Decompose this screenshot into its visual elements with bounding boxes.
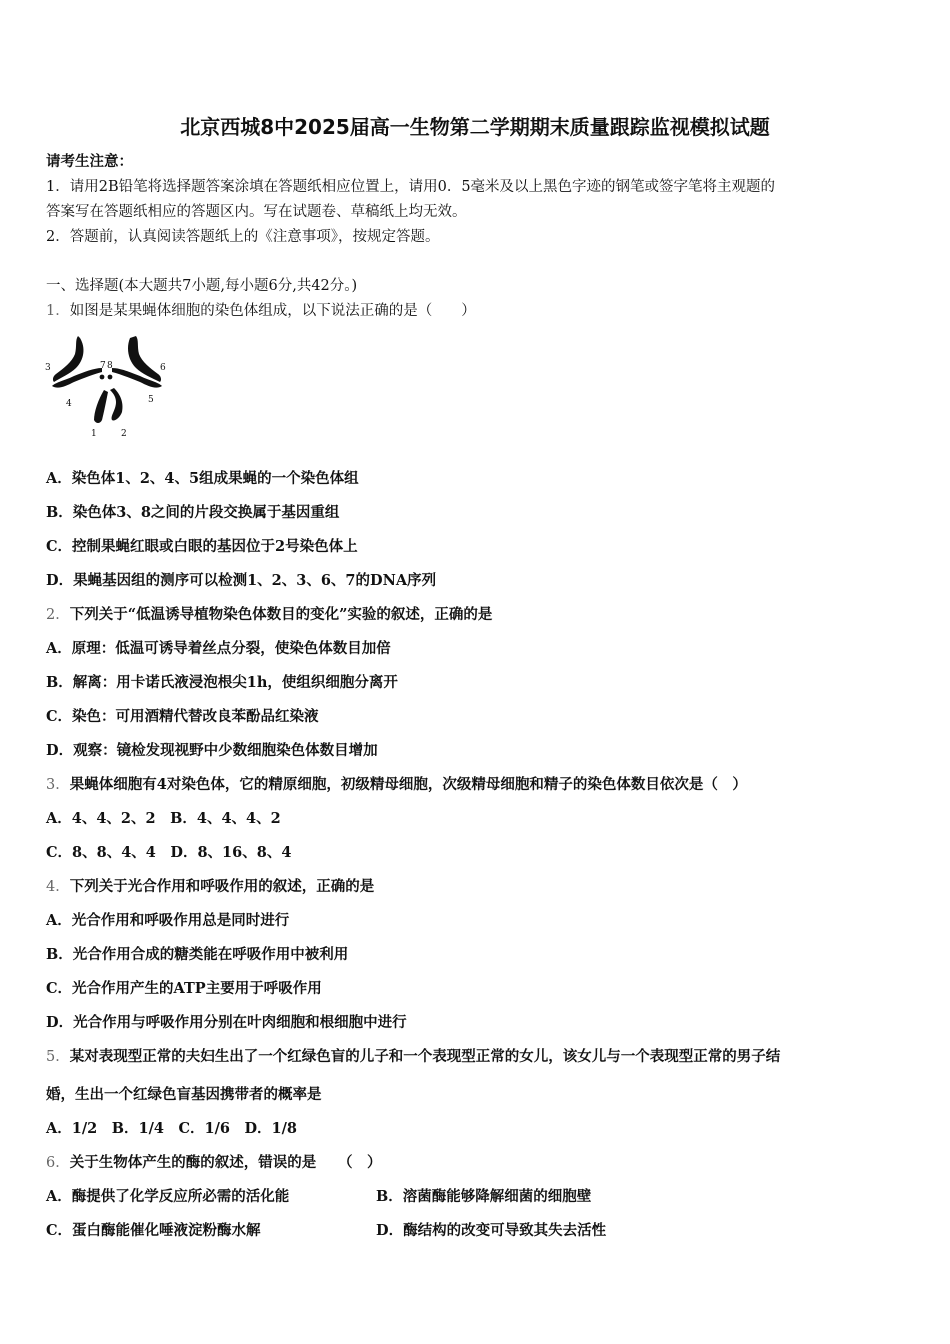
chromosome-8 [108, 375, 113, 380]
option-6b: B．溶菌酶能够降解细菌的细胞壁 [376, 1188, 592, 1205]
chromosome-1 [94, 390, 108, 423]
option-1d: D．果蝇基因组的测序可以检测1、2、3、6、7的DNA序列 [46, 572, 437, 589]
section-heading: 一、选择题(本大题共7小题,每小题6分,共42分。) [46, 278, 358, 294]
option-1c: C．控制果蝇红眼或白眼的基因位于2号染色体上 [46, 538, 358, 555]
figure-label-3: 3 [45, 363, 51, 373]
option-3ab: A．4、4、2、2 B．4、4、4、2 [46, 810, 281, 827]
option-6d: D．酶结构的改变可导致其失去活性 [376, 1222, 607, 1239]
option-1b: B．染色体3、8之间的片段交换属于基因重组 [46, 504, 340, 521]
question-5-stem-line-2: 婚，生出一个红绿色盲基因携带者的概率是 [46, 1086, 322, 1103]
question-stem: 下列关于“低温诱导植物染色体数目的变化”实验的叙述，正确的是 [69, 606, 493, 623]
question-stem: 果蝇体细胞有4对染色体，它的精原细胞，初级精母细胞，次级精母细胞和精子的染色体数目依次是（ ） [69, 776, 747, 793]
notice-item-2: 2．答题前，认真阅读答题纸上的《注意事项》，按规定答题。 [46, 229, 440, 245]
notice-item-1-line-2: 答案写在答题纸相应的答题区内。写在试题卷、草稿纸上均无效。 [46, 204, 467, 220]
question-number: 2． [46, 607, 70, 623]
question-number: 6． [46, 1155, 70, 1171]
notice-heading: 请考生注意： [46, 153, 133, 170]
option-1a: A．染色体1、2、4、5组成果蝇的一个染色体组 [46, 470, 359, 487]
question-stem-line-1: 某对表现型正常的夫妇生出了一个红绿色盲的儿子和一个表现型正常的女儿，该女儿与一个表现型正常的男子结 [69, 1048, 781, 1065]
question-stem: 如图是某果蝇体细胞的染色体组成，以下说法正确的是（ ） [69, 303, 476, 319]
chromosome-2 [110, 388, 123, 421]
option-4c: C．光合作用产生的ATP主要用于呼吸作用 [46, 980, 322, 997]
option-5abcd: A．1/2 B．1/4 C．1/6 D．1/8 [46, 1120, 298, 1137]
option-4a: A．光合作用和呼吸作用总是同时进行 [46, 912, 290, 929]
question-number: 1． [46, 303, 70, 319]
figure-label-2: 2 [121, 429, 127, 439]
question-number: 5． [46, 1049, 70, 1065]
figure-label-8: 8 [107, 361, 113, 371]
question-2 [46, 605, 492, 625]
option-4d: D．光合作用与呼吸作用分别在叶肉细胞和根细胞中进行 [46, 1014, 407, 1031]
option-3cd: C．8、8、4、4 D．8、16、8、4 [46, 844, 292, 861]
question-number: 4． [46, 879, 70, 895]
question-6 [46, 1153, 381, 1173]
option-6a: A．酶提供了化学反应所必需的活化能 [46, 1188, 290, 1205]
figure-label-1: 1 [91, 429, 97, 439]
option-4b: B．光合作用合成的糖类能在呼吸作用中被利用 [46, 946, 349, 963]
option-2d: D．观察：镜检发现视野中少数细胞染色体数目增加 [46, 742, 378, 759]
option-2c: C．染色：可用酒精代替改良苯酚品红染液 [46, 708, 319, 725]
page-title: 北京西城8中2025届高一生物第二学期期末质量跟踪监视模拟试题 [180, 115, 770, 139]
figure-label-6: 6 [160, 363, 166, 373]
question-1 [46, 301, 476, 321]
question-3 [46, 775, 747, 795]
option-2b: B．解离：用卡诺氏液浸泡根尖1h，使组织细胞分离开 [46, 674, 398, 691]
question-number: 3． [46, 777, 70, 793]
question-stem: 关于生物体产生的酶的叙述，错误的是 （ ） [69, 1154, 382, 1171]
option-6c: C．蛋白酶能催化唾液淀粉酶水解 [46, 1222, 261, 1239]
question-5 [46, 1047, 780, 1067]
figure-label-7: 7 [100, 361, 106, 371]
notice-item-1-line-1: 1．请用2B铅笔将选择题答案涂填在答题纸相应位置上，请用0．5毫米及以上黑色字迹的钢笔或签字笔将主观题的 [46, 179, 776, 195]
chromosome-7 [100, 375, 105, 380]
question-4 [46, 877, 374, 897]
chromosome-figure [44, 330, 174, 442]
option-2a: A．原理：低温可诱导着丝点分裂，使染色体数目加倍 [46, 640, 391, 657]
figure-label-4: 4 [66, 399, 72, 409]
question-stem: 下列关于光合作用和呼吸作用的叙述，正确的是 [69, 878, 375, 895]
figure-label-5: 5 [148, 395, 154, 405]
